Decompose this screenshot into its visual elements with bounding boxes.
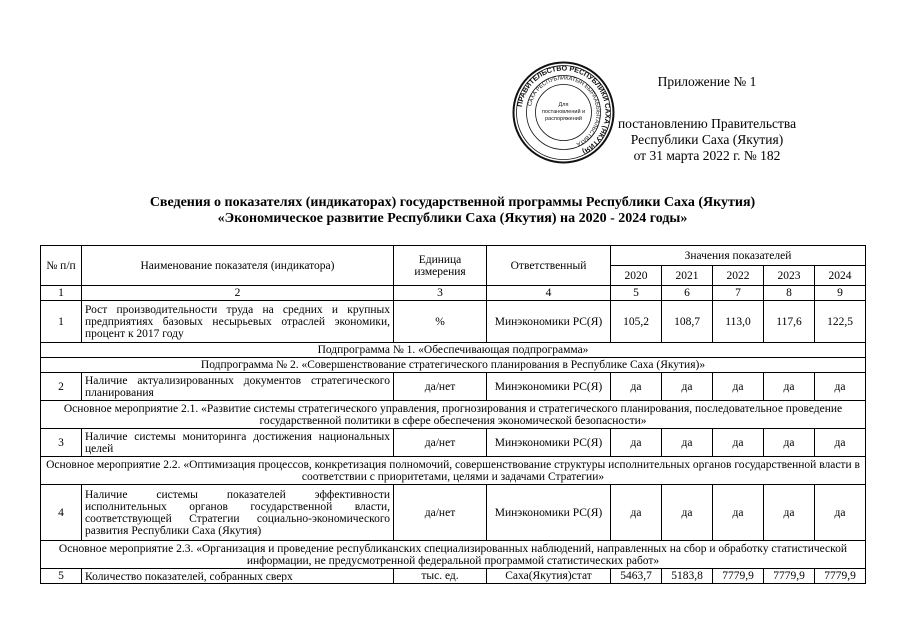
value-cell: да [611, 373, 662, 401]
row-num: 1 [41, 301, 82, 343]
value-cell: да [815, 485, 866, 541]
title-line2: «Экономическое развитие Республики Саха (Якутия) на 2020 - 2024 годы» [217, 211, 688, 226]
value-cell: 7779,9 [713, 569, 764, 584]
header-responsible: Ответственный [487, 246, 611, 286]
value-cell: 108,7 [662, 301, 713, 343]
value-cell: да [713, 429, 764, 457]
header-name: Наименование показателя (индикатора) [82, 246, 394, 286]
value-cell: да [815, 429, 866, 457]
header-year: 2024 [815, 266, 866, 286]
title-line1: Сведения о показателях (индикаторах) государственной программы Республики Саха (Якутия) [149, 195, 756, 210]
header-unit: Единица измерения [394, 246, 487, 286]
col-number: 4 [487, 286, 611, 301]
seal-center-line2: постановлений и [541, 109, 586, 115]
value-cell: 7779,9 [815, 569, 866, 584]
value-cell: да [764, 373, 815, 401]
value-cell: да [662, 373, 713, 401]
value-cell: 113,0 [713, 301, 764, 343]
main-activity-2-1: Основное мероприятие 2.1. «Развитие системы стратегического управления, прогнозирования и стратегического планирования, последовательное проведение государственной политики в сфере обеспечения экономической безопасности» [41, 401, 866, 429]
col-number: 6 [662, 286, 713, 301]
value-cell: да [713, 485, 764, 541]
official-seal [512, 61, 615, 164]
header-row [41, 246, 866, 266]
col-number: 1 [41, 286, 82, 301]
indicator-unit: тыс. ед. [394, 569, 487, 584]
value-cell: да [662, 429, 713, 457]
indicator-responsible: Минэкономики РС(Я) [487, 429, 611, 457]
value-cell: 5183,8 [662, 569, 713, 584]
header-num: № п/п [41, 246, 82, 286]
col-number: 8 [764, 286, 815, 301]
subprogram-1: Подпрограмма № 1. «Обеспечивающая подпрограмма» [41, 343, 866, 358]
table-row [41, 569, 866, 584]
col-number: 7 [713, 286, 764, 301]
value-cell: 122,5 [815, 301, 866, 343]
indicator-unit: % [394, 301, 487, 343]
indicator-unit: да/нет [394, 429, 487, 457]
table-row [41, 301, 866, 343]
indicators-table [40, 245, 866, 584]
col-number: 9 [815, 286, 866, 301]
seal-outer-text: ПРАВИТЕЛЬСТВО РЕСПУБЛИКИ САХА (ЯКУТИЯ) [514, 63, 613, 157]
value-cell: да [713, 373, 764, 401]
indicator-name [82, 569, 394, 584]
value-cell: да [815, 373, 866, 401]
value-cell: да [764, 485, 815, 541]
row-num: 2 [41, 373, 82, 401]
header-year: 2022 [713, 266, 764, 286]
value-cell: да [764, 429, 815, 457]
indicator-name: Рост производительности труда на средних и крупных предприятиях базовых несырьевых отраслей экономики, процент к 2017 году [82, 301, 394, 343]
section-row [41, 401, 866, 429]
table-row [41, 373, 866, 401]
indicator-responsible: Саха(Якутия)стат [487, 569, 611, 584]
indicator-responsible: Минэкономики РС(Я) [487, 301, 611, 343]
section-row [41, 343, 866, 358]
main-activity-2-2: Основное мероприятие 2.2. «Оптимизация процессов, конкретизация полномочий, совершенствование структуры исполнительных органов государственной власти в соответствии с приоритетами, целями и задачами Стратегии» [41, 457, 866, 485]
section-row [41, 457, 866, 485]
indicator-name: Наличие актуализированных документов стратегического планирования [82, 373, 394, 401]
row-num: 5 [41, 569, 82, 584]
appendix-date: от 31 марта 2022 г. № 182 [633, 148, 781, 163]
table-row [41, 429, 866, 457]
value-cell: 7779,9 [764, 569, 815, 584]
value-cell: да [611, 485, 662, 541]
value-cell: да [662, 485, 713, 541]
subprogram-2: Подпрограмма № 2. «Совершенствование стратегического планирования в Республике Саха (Якутия)» [41, 358, 866, 373]
appendix-title: Приложение № 1 [657, 74, 757, 89]
seal-center-line3: распоряжений [545, 116, 582, 122]
header-year: 2020 [611, 266, 662, 286]
value-cell: да [611, 429, 662, 457]
indicator-responsible: Минэкономики РС(Я) [487, 373, 611, 401]
indicator-responsible: Минэкономики РС(Я) [487, 485, 611, 541]
document-title [40, 195, 865, 227]
section-row [41, 541, 866, 569]
appendix-header [612, 74, 802, 164]
table-row [41, 485, 866, 541]
main-activity-2-3: Основное мероприятие 2.3. «Организация и проведение республиканских специализированных наблюдений, направленных на сбор и обработку статистической информации, не предусмотренной федеральной программой статистических работ» [41, 541, 866, 569]
indicator-name-text: Количество показателей, собранных сверх [85, 570, 293, 582]
row-num: 3 [41, 429, 82, 457]
col-number: 2 [82, 286, 394, 301]
section-row [41, 358, 866, 373]
indicator-unit: да/нет [394, 485, 487, 541]
value-cell: 117,6 [764, 301, 815, 343]
appendix-republic: Республики Саха (Якутия) [630, 132, 784, 147]
value-cell: 5463,7 [611, 569, 662, 584]
col-number: 5 [611, 286, 662, 301]
seal-inner-text: САХА РЕСПУБЛИКАТЫН БЫРААБЫЫТАЛЬСТВАТА [527, 75, 601, 147]
row-num: 4 [41, 485, 82, 541]
col-number: 3 [394, 286, 487, 301]
appendix-resolution: постановлению Правительства [617, 116, 797, 131]
indicator-unit: да/нет [394, 373, 487, 401]
header-year: 2021 [662, 266, 713, 286]
seal-center-line1: Для [558, 102, 569, 108]
indicator-name: Наличие системы мониторинга достижения национальных целей [82, 429, 394, 457]
header-year: 2023 [764, 266, 815, 286]
header-values: Значения показателей [611, 246, 866, 266]
indicator-name: Наличие системы показателей эффективности исполнительных органов государственной власти, соответствующей Стратегии социально-экономического развития Республики Саха (Якутия) [82, 485, 394, 541]
column-numbers-row [41, 286, 866, 301]
value-cell: 105,2 [611, 301, 662, 343]
